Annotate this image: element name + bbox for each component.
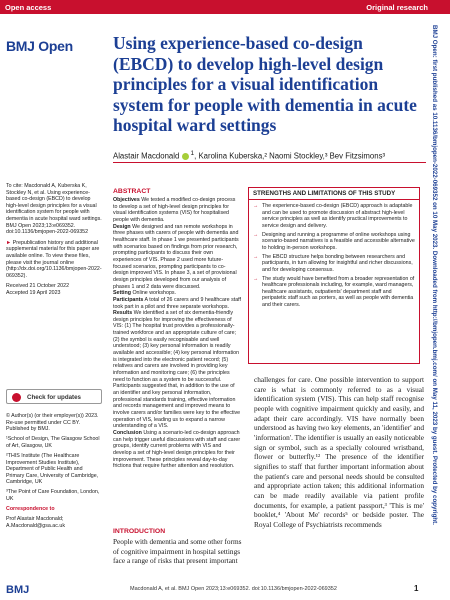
correspondence-info[interactable]: Prof Alastair Macdonald; A.Macdonald@gsa.ac.uk: [6, 516, 65, 529]
update-check-icon: [12, 393, 21, 402]
strengths-limitations-box: [248, 187, 420, 364]
page-number: 1: [414, 584, 419, 593]
design-text: We designed and ran remote workshops in three phases with carers of people with dementia and healthcare staff. In phase 1 we presented participants with scenarios based on findings from prior research, prompting participants to discuss their own experiences of VIS. Phase 2 used more future-focused scenarios, prompting participants to co-design improved VIS. In phase 3, a set of provisional design principles developed from our analysis of phases 1 and 2 data were discussed.: [113, 223, 239, 290]
results-text: We identified a set of six dementia-friendly design principles for improving the effectiveness of VIS: (1) The hospital trust provides a professionally-trained workforce and an appropriate culture of care; (2) the symbol is easily recognisable and well understood; (3) key personal information is readily available and accessible; (4) key personal information is integrated into the electronic patient record; (5) relatives and carers are involved in providing key information and monitoring care; (6) the principles need to function as a system to be successful. Participants suggested that, in addition to the use of an identifier and key personal information, professional standards training, effective information and records management and improved means to involve carers and/or families were key to the effective operation of VIS, leading us to expand a narrow understanding of a VIS.: [113, 310, 241, 430]
received-accepted-dates: Received 21 October 2022 Accepted 19 April 2023: [6, 283, 70, 296]
abstract-body: [113, 197, 241, 470]
conclusion-heading: Conclusion: [113, 429, 142, 436]
orcid-icon[interactable]: [182, 153, 189, 160]
arrow-icon: ►: [6, 239, 12, 246]
correspondence-heading: Correspondence to: [6, 506, 55, 513]
prepub-info[interactable]: Prepublication history and additional supplemental material for this paper are available online. To view these files, please visit the journal online (http://dx.doi.org/10.1136/bmjopen-2022-069352).: [6, 239, 102, 279]
participants-text: A total of 26 carers and 9 healthcare staff took part in a pilot and three separate workshops.: [113, 296, 241, 310]
participants-heading: Participants: [113, 296, 144, 303]
affiliation-3: ³The Point of Care Foundation, London, UK: [6, 489, 100, 503]
page-footer: [0, 582, 450, 600]
title-divider: [113, 162, 426, 163]
introduction-heading: INTRODUCTION: [113, 528, 166, 535]
affiliation-1: ¹School of Design, The Glasgow School of Art, Glasgow, UK: [6, 436, 100, 449]
author-first[interactable]: Alastair Macdonald: [113, 151, 180, 161]
author-rest: Karolina Kuberska,² Naomi Stockley,³ Bev Fitzsimons³: [198, 151, 386, 161]
box-divider: [249, 199, 419, 200]
footer-citation: Macdonald A, et al. BMJ Open 2023;13:e069352. doi:10.1136/bmjopen-2022-069352: [130, 586, 337, 592]
strengths-list: [253, 203, 417, 311]
bmj-logo: BMJ: [6, 584, 30, 596]
design-heading: Design: [113, 223, 131, 230]
affiliation-2: ²THIS Institute (The Healthcare Improvement Studies Institute), Department of Public Health and Primary Care, University of Cambridge, Cambridge, UK: [6, 452, 99, 486]
results-heading: Results: [113, 310, 133, 317]
affiliations: [6, 413, 102, 533]
objectives-heading: Objectives: [113, 197, 140, 203]
objectives-text: We tested a modified co-design process to develop a set of high-level design principles for visual identification systems (VIS) for hospitalised people with dementia.: [113, 197, 236, 223]
vertical-download-notice[interactable]: [430, 25, 442, 580]
left-sidebar: [6, 183, 102, 301]
arrow-icon: →: [253, 231, 259, 238]
list-item: → The study would have benefited from a broader representation of healthcare professionals including, for example, ward managers, healthcare assistants, outpatients' department staff and peripatetic staff such as porters, as well as people with dementia and their carers.: [253, 275, 415, 308]
setting-text: Online workshops.: [132, 290, 177, 297]
cite-info: To cite: Macdonald A, Kuberska K, Stockley N, et al. Using experience-based co-design (EBCD) to develop high-level design principles for a visual identification system for people with dementia in acute hospital ward settings. BMJ Open 2023;13:e069352. doi:10.1136/bmjopen-2022-069352: [6, 183, 102, 236]
copyright-notice: © Author(s) (or their employer(s)) 2023. Re-use permitted under CC BY. Published by BMJ.: [6, 413, 99, 433]
article-title: Using experience-based co-design (EBCD) to develop high-level design principles for a visual identification system for people with dementia in acute hospital ward settings: [113, 33, 417, 135]
journal-brand: BMJ Open: [6, 38, 73, 54]
abstract-heading: ABSTRACT: [113, 188, 151, 195]
arrow-icon: →: [253, 203, 259, 209]
author-first-affiliation: 1: [190, 150, 195, 157]
body-text-right: challenges for care. One possible intervention to support care is what is commonly referred to as a visual identification system (VIS). This can help staff recognise people with cognitive impairment quickly and easily, and adapt their care accordingly. VIS have normally been understood as having two key elements, an 'identifier' and 'information'. The identifier is usually an easily noticeable sign or symbol, such as a specially coloured wristband, flower or butterfly.¹² The presence of the identifier signifies to staff that further important information about the patient's care and personal needs should be consulted and appropriate action taken; this additional information can be made readily available via patient profile documents, for example, a patient passport,³ 'This is me' booklet,⁴ 'About Me' records⁵ or bedside poster. The Royal College of Psychiatrists recommends: [254, 375, 424, 529]
strengths-heading: STRENGTHS AND LIMITATIONS OF THIS STUDY: [253, 190, 396, 197]
introduction-text: People with dementia and some other forms of cognitive impairment in hospital settings face a range of risks that present important: [113, 537, 242, 566]
list-item: → The EBCD structure helps bonding between researchers and participants, in turn allowing for insightful and richer discussions, and for developing consensus.: [253, 253, 413, 273]
vertical-notice-text: BMJ Open: first published as 10.1136/bmjopen-2022-069352 on 10 May 2023. Downloaded from http://bmjopen.bmj.com/ on May 11, 2023 by guest. Protected by copyright.: [431, 25, 438, 525]
arrow-icon: →: [253, 275, 259, 282]
open-access-label: Open access: [5, 2, 52, 12]
check-for-updates-label: Check for updates: [27, 393, 81, 401]
list-item: → The experience-based co-design (EBCD) approach is adaptable and can be used to promote discussion of abstract high-level service principles as well as identify practical improvements to service design and delivery.: [253, 203, 413, 229]
check-for-updates-button[interactable]: [6, 389, 102, 404]
conclusion-text: Using a scenario-led co-design approach can help trigger useful discussions with staff and carer groups, identify current problems with VIS and develop a set of high-level design principles for their improvement. These principles reveal day-to-day frictions that require further attention and resolution.: [113, 429, 241, 470]
author-list: Alastair Macdonald $^1$, Karolina Kuberska,² Naomi Stockley,³ Bev Fitzsimons³: [113, 150, 386, 161]
top-banner: [0, 0, 450, 14]
arrow-icon: →: [253, 253, 259, 260]
setting-heading: Setting: [113, 290, 131, 297]
article-type-label: Original research: [366, 2, 428, 12]
list-item: → Designing and running a programme of online workshops using scenario-based narratives is a feasible and accessible alternative to holding in-person workshops.: [253, 231, 415, 251]
